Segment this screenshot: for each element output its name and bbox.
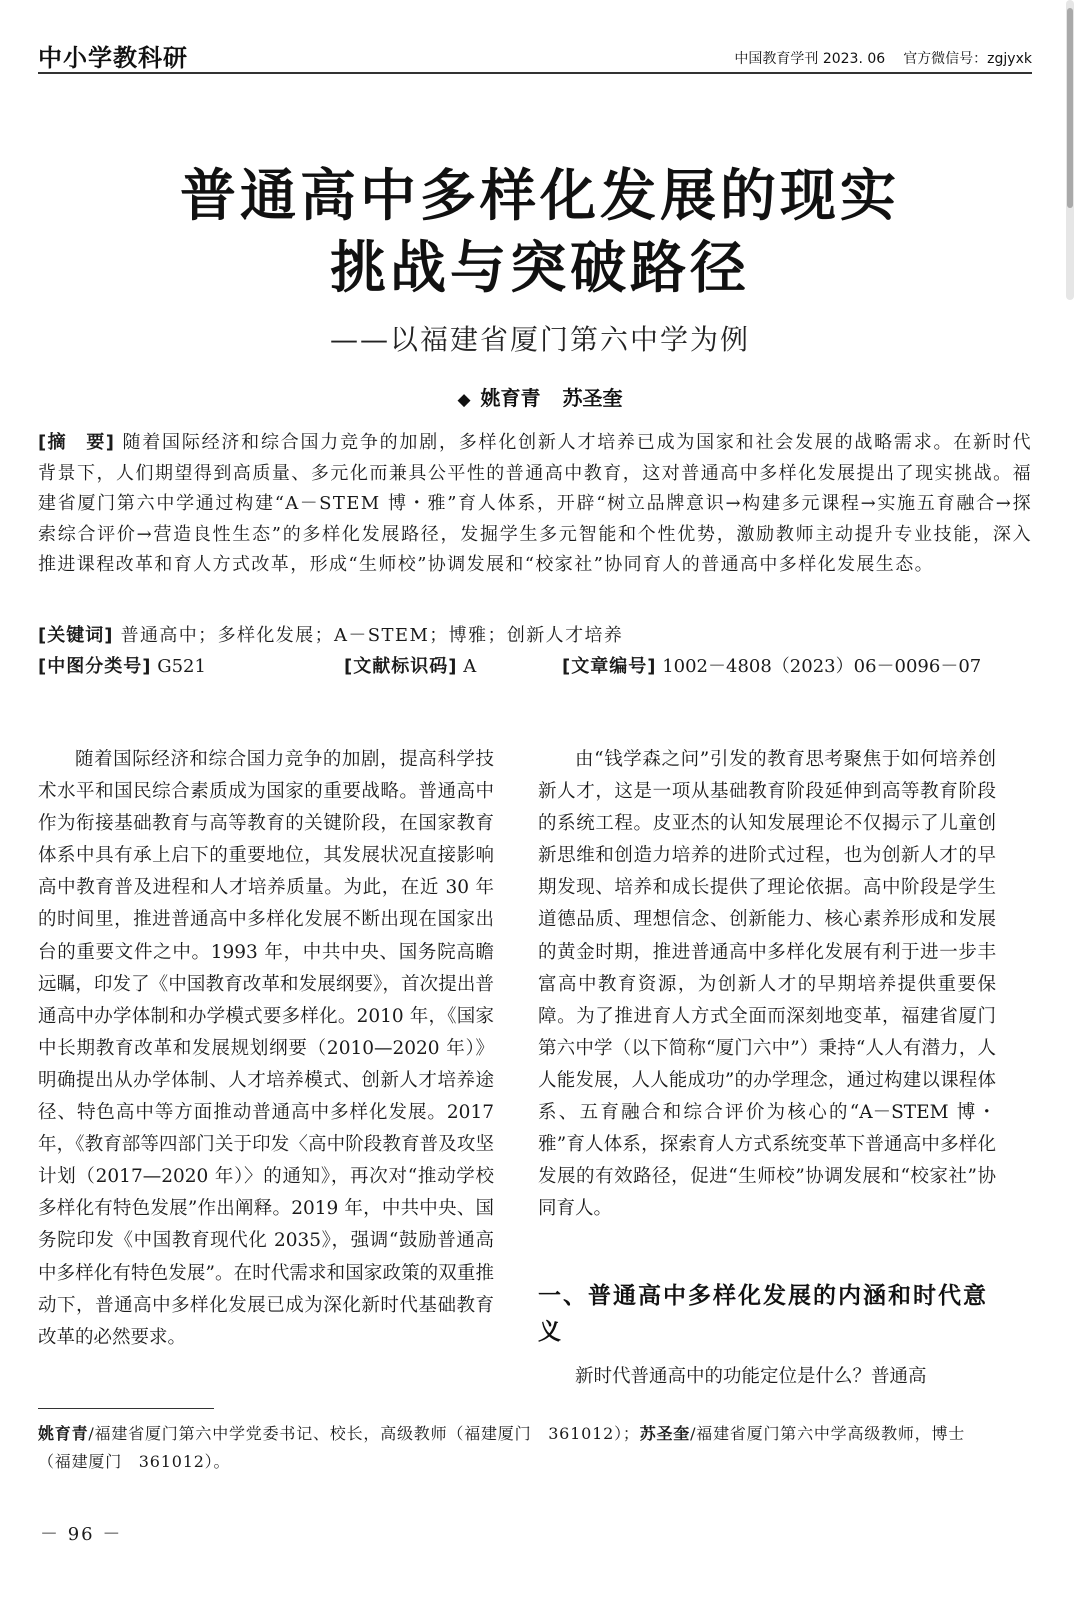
footnote-author-2: 苏圣奎 [639, 1424, 691, 1443]
issue-label: 中国教育学刊 2023. 06 [734, 51, 886, 67]
abstract-text: 随着国际经济和综合国力竞争的加剧，多样化创新人才培养已成为国家和社会发展的战略需求。在新时代背景下，人们期望得到高质量、多元化而兼具公平性的普通高中教育，这对普通高中多样化发展提出了现实挑战。福建省厦门第六中学通过构建“A－STEM 博・雅”育人体系，开辟“树立品牌意识→构建多元课程→实施五育融合→探索综合评价→营造良性生态”的多样化发展路径，发掘学生多元智能和个性优势，激励教师主动提升专业技能，深入推进课程改革和育人方式改革，形成“生师校”协调发展和“校家社”协同育人的普通高中多样化发展生态。 [38, 432, 1033, 575]
footnote-author-1-info: /福建省厦门第六中学党委书记、校长，高级教师（福建厦门 361012）； [88, 1424, 640, 1443]
article-number-label: [文章编号] [562, 656, 657, 677]
keywords [38, 621, 1032, 647]
footnote-author-2-info: /福建省厦门第六中学高级教师，博士（福建厦门 361012）。 [38, 1424, 966, 1471]
author-footnote [38, 1420, 998, 1476]
clc-value: G521 [157, 656, 206, 677]
article-title-line-1: 普通高中多样化发展的现实 [180, 163, 900, 229]
article-number [562, 652, 981, 678]
wechat-label: 官方微信号：zgjyxk [903, 51, 1032, 67]
author-line [0, 382, 1080, 411]
page-number: － 96 － [40, 1524, 123, 1545]
article-subtitle: ——以福建省厦门第六中学为例 [329, 323, 750, 356]
keywords-label: [关键词] [38, 625, 114, 646]
clc-number [38, 652, 206, 678]
journal-issue-info [734, 48, 1032, 68]
body-paragraph: 由“钱学森之问”引发的教育思考聚焦于如何培养创新人才，这是一项从基础教育阶段延伸到高等教育阶段的系统工程。皮亚杰的认知发展理论不仅揭示了儿童创新思维和创造力培养的进阶式过程，也为创新人才的早期发现、培养和成长提供了理论依据。高中阶段是学生道德品质、理想信念、创新能力、核心素养形成和发展的黄金时期，推进普通高中多样化发展有利于进一步丰富高中教育资源，为创新人才的早期培养提供重要保障。为了推进育人方式全面而深刻地变革，福建省厦门第六中学（以下简称“厦门六中”）秉持“人人有潜力，人人能发展，人人能成功”的办学理念，通过构建以课程体系、五育融合和综合评价为核心的“A－STEM 博・雅”育人体系，探索育人方式系统变革下普通高中多样化发展的有效路径，促进“生师校”协调发展和“校家社”协同育人。 [538, 749, 996, 1220]
header-divider [38, 72, 1032, 74]
clc-label: [中图分类号] [38, 656, 152, 677]
section-heading: 一、普通高中多样化发展的内涵和时代意义 [538, 1283, 988, 1345]
diamond-icon: ◆ [457, 390, 471, 410]
document-code [344, 652, 476, 678]
article-title-line-2: 挑战与突破路径 [330, 235, 750, 301]
footnote-author-1: 姚育青 [38, 1424, 89, 1443]
body-column-right [538, 744, 996, 1225]
body-paragraph: 随着国际经济和综合国力竞争的加剧，提高科学技术水平和国民综合素质成为国家的重要战略。普通高中作为衔接基础教育与高等教育的关键阶段，在国家教育体系中具有承上启下的重要地位，其发展状况直接影响高中教育普及进程和人才培养质量。为此，在近 30 年的时间里，推进普通高中多样化发展不断出现在国家出台的重要文件之中。1993 年，中共中央、国务院高瞻远瞩，印发了《中国教育改革和发展纲要》，首次提出普通高中办学体制和办学模式要多样化。2010 年，《国家中长期教育改革和发展规划纲要（2010—2020 年）》明确提出从办学体制、人才培养模式、创新人才培养途径、特色高中等方面推动普通高中多样化发展。2017 年，《教育部等四部门关于印发〈高中阶段教育普及攻坚计划（2017—2020 年）〉的通知》，再次对“推动学校多样化有特色发展”作出阐释。2019 年，中共中央、国务院印发《中国教育现代化 2035》，强调“鼓励普通高中多样化有特色发展”。在时代需求和国家政策的双重推动下，普通高中多样化发展已成为深化新时代基础教育改革的必然要求。 [38, 749, 494, 1348]
author-1: 姚育青 [480, 386, 541, 410]
footnote-divider [38, 1408, 214, 1409]
journal-section-title: 中小学教科研 [38, 44, 188, 72]
article-number-value: 1002－4808（2023）06－0096－07 [662, 656, 982, 677]
body-column-left [38, 744, 494, 1354]
abstract-label: [摘 要] [38, 432, 115, 453]
doc-code-value: A [463, 656, 477, 677]
section-first-line: 新时代普通高中的功能定位是什么？普通高 [575, 1366, 927, 1387]
author-2: 苏圣奎 [562, 386, 623, 410]
doc-code-label: [文献标识码] [344, 656, 458, 677]
abstract [38, 428, 1032, 581]
keywords-text: 普通高中；多样化发展；A－STEM；博雅；创新人才培养 [120, 625, 624, 646]
